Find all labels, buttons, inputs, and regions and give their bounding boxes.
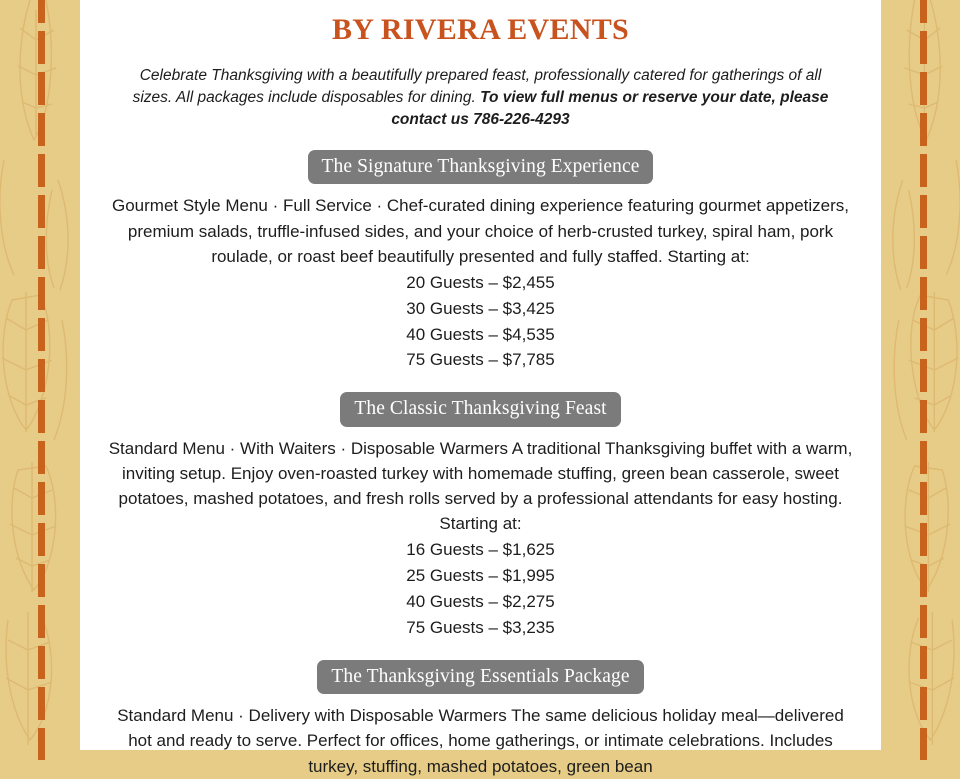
package-title-badge: The Classic Thanksgiving Feast xyxy=(340,392,620,427)
right-decorative-panel xyxy=(881,0,960,750)
intro-text: Celebrate Thanksgiving with a beautifully prepared feast, professionally catered for gatherings of all sizes. All packages include disposables for dining. xyxy=(132,66,822,106)
package-section xyxy=(101,660,861,779)
price-row: 20 Guests – $2,455 xyxy=(406,272,555,292)
page-title: BY RIVERA EVENTS xyxy=(331,13,630,46)
content-inner xyxy=(101,0,861,779)
price-row: 16 Guests – $1,625 xyxy=(406,540,555,560)
price-row: 40 Guests – $4,535 xyxy=(406,324,555,344)
left-decorative-panel xyxy=(0,0,80,750)
intro-paragraph xyxy=(101,65,861,131)
package-title-badge: The Thanksgiving Essentials Package xyxy=(317,660,643,695)
price-row: 75 Guests – $7,785 xyxy=(406,350,555,370)
package-description: Standard Menu · Delivery with Disposable Warmers The same delicious holiday meal—delivered hot and ready to serve. Perfect for offices, home gatherings, or intimate celebrations. Includes turkey, stuffing, mashed potatoes, green bean xyxy=(117,706,844,776)
price-row: 40 Guests – $2,275 xyxy=(406,592,555,612)
package-section xyxy=(101,150,861,373)
intro-contact-text: To view full menus or reserve your date, please contact us 786-226-4293 xyxy=(391,88,829,128)
price-row: 25 Guests – $1,995 xyxy=(406,566,555,586)
package-price-list xyxy=(101,537,861,640)
package-title-wrap xyxy=(101,150,861,185)
package-section xyxy=(101,392,861,640)
package-title-wrap xyxy=(101,660,861,695)
dashed-divider-line xyxy=(38,0,45,760)
content-sheet xyxy=(80,0,881,776)
package-price-list xyxy=(101,270,861,373)
package-description: Gourmet Style Menu · Full Service · Chef-curated dining experience featuring gourmet appetizers, premium salads, truffle-infused sides, and your choice of herb-crusted turkey, spiral ham, pork roulade, or roast beef beautifully presented and fully staffed. Starting at: xyxy=(111,196,850,266)
package-title-wrap xyxy=(101,392,861,427)
package-title-badge: The Signature Thanksgiving Experience xyxy=(308,150,654,185)
price-row: 75 Guests – $3,235 xyxy=(406,617,555,637)
package-description: Standard Menu · With Waiters · Disposable Warmers A traditional Thanksgiving buffet with a warm, inviting setup. Enjoy oven-roasted turkey with homemade stuffing, green bean casserole, sweet potatoes, mashed potatoes, and fresh rolls served by a professional attendants for easy hosting. Starting at: xyxy=(108,438,853,534)
price-row: 30 Guests – $3,425 xyxy=(406,298,555,318)
dashed-divider-line xyxy=(920,0,927,760)
